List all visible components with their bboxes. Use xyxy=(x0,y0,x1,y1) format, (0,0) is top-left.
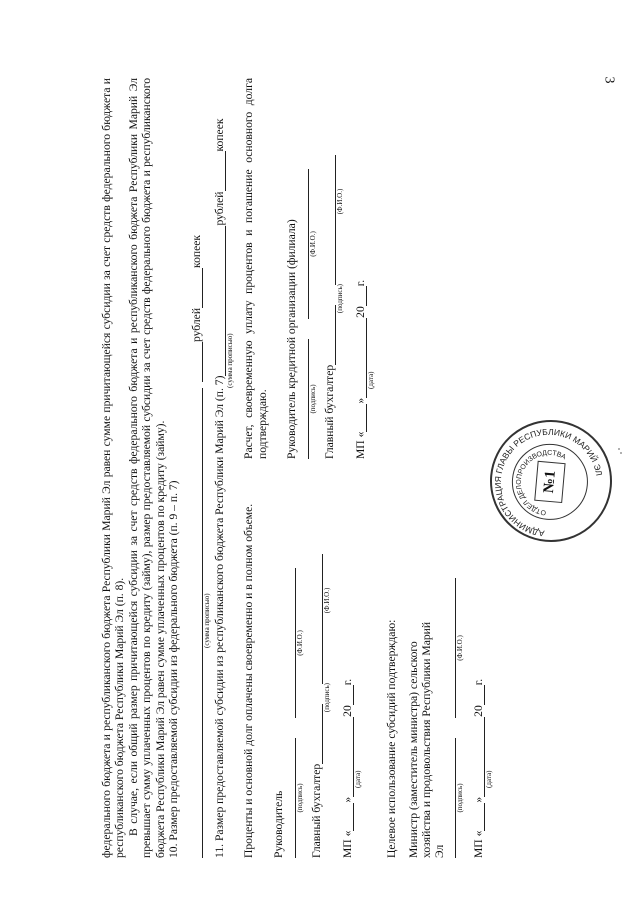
document-body xyxy=(100,78,540,858)
usage-mp-label: МП « xyxy=(471,830,485,858)
item-10-kopecks: копеек xyxy=(190,234,204,268)
right-chief-accountant: Главный бухгалтер xyxy=(323,364,337,459)
usage-block xyxy=(385,78,493,858)
left-chief-fio-caption: (Ф.И.О.) xyxy=(322,587,331,614)
item-11-sum-caption: (сумма прописью) xyxy=(226,333,235,388)
minister-title: Министр (заместитель министра) сельского хозяйства и продовольствия Республики Марий Эл xyxy=(406,621,447,858)
left-head-row xyxy=(272,477,285,858)
right-chief-fio-caption: (Ф.И.О.) xyxy=(336,188,345,215)
usage-mp-date-row: МП « » 20 г. xyxy=(471,678,485,858)
paragraph-2: В случае, если общий размер причитающейся субсидии за счет средств федерального бюджета и республиканского бюджета Республики Марий Эл превышает сумму уплаченных процентов по кредиту (займу), размер предоставляемой субсидии за счет средств федерального бюджета и республиканского бюджета Республики Марий Эл равен сумме уплаченных процентов по кредиту (займу). xyxy=(126,78,167,858)
item-10-sum-row xyxy=(190,78,203,858)
left-signature-block xyxy=(242,477,375,858)
item-10-label: 10. Размер предоставляемой субсидии из федерального бюджета (п. 9 – п. 7) xyxy=(167,480,181,858)
left-mp-label: МП « xyxy=(340,830,354,858)
official-seal xyxy=(485,415,617,547)
right-chief-sign-caption: (подпись) xyxy=(336,284,345,314)
left-head-label: Руководитель xyxy=(271,790,285,858)
left-chief-accountant: Главный бухгалтер xyxy=(309,763,323,858)
paragraph-1: федерального бюджета и республиканского бюджета Республики Марий Эл равен сумме причитающейся субсидии за счет средств федерального бюджета и республиканского бюджета Республики Марий Эл (п. 8). xyxy=(100,78,127,858)
item-11-rubles: рублей xyxy=(213,191,227,226)
paid-statement: Проценты и основной долг оплачены своевременно и в полном объеме. xyxy=(242,503,256,858)
usage-date-caption: (дата) xyxy=(484,770,493,788)
usage-sign-caption: (подпись) xyxy=(455,783,464,813)
right-signature-block xyxy=(242,78,375,459)
item-10-rubles: рублей xyxy=(190,307,204,342)
right-head-label: Руководитель кредитной организации (филиала) xyxy=(285,219,299,459)
item-11-label: 11. Размер предоставляемой субсидии из республиканского бюджета Республики Марий Эл (п. 7) xyxy=(213,375,227,858)
right-mp-date-row: МП « » 20 г. xyxy=(354,279,368,459)
right-mp-label: МП « xyxy=(354,431,368,459)
page-number: 3 xyxy=(601,76,617,84)
usage-confirm: Целевое использование субсидий подтверждаю: xyxy=(385,619,399,858)
svg-text:АДМИНИСТРАЦИЯ ГЛАВЫ РЕСПУБЛИКИ: АДМИНИСТРАЦИЯ ГЛАВЫ РЕСПУБЛИКИ МАРИЙ ЭЛ xyxy=(492,426,605,539)
item-11-row xyxy=(213,78,226,858)
svg-text:ОТДЕЛ ДЕЛОПРОИЗВОДСТВА: ОТДЕЛ ДЕЛОПРОИЗВОДСТВА xyxy=(515,449,567,516)
left-date-caption: (дата) xyxy=(353,770,362,788)
left-chief-sign-caption: (подпись) xyxy=(322,683,331,713)
item-10-sum-caption: (сумма прописью) xyxy=(203,593,212,648)
left-sign-caption: (подпись) xyxy=(295,783,304,813)
item-11-kopecks: копеек xyxy=(213,118,227,152)
right-sign-caption: (подпись) xyxy=(309,384,318,414)
left-mp-date-row: МП « » 20 г. xyxy=(340,678,354,858)
right-fio-caption: (Ф.И.О.) xyxy=(309,231,318,257)
usage-fio-caption: (Ф.И.О.) xyxy=(455,635,464,661)
right-date-caption: (дата) xyxy=(367,371,376,389)
confirm-statement: Расчет, своевременную уплату процентов и погашение основного долга подтверждаю. xyxy=(242,78,269,459)
left-fio-caption: (Ф.И.О.) xyxy=(295,630,304,656)
seal-number: №1 xyxy=(534,461,565,503)
